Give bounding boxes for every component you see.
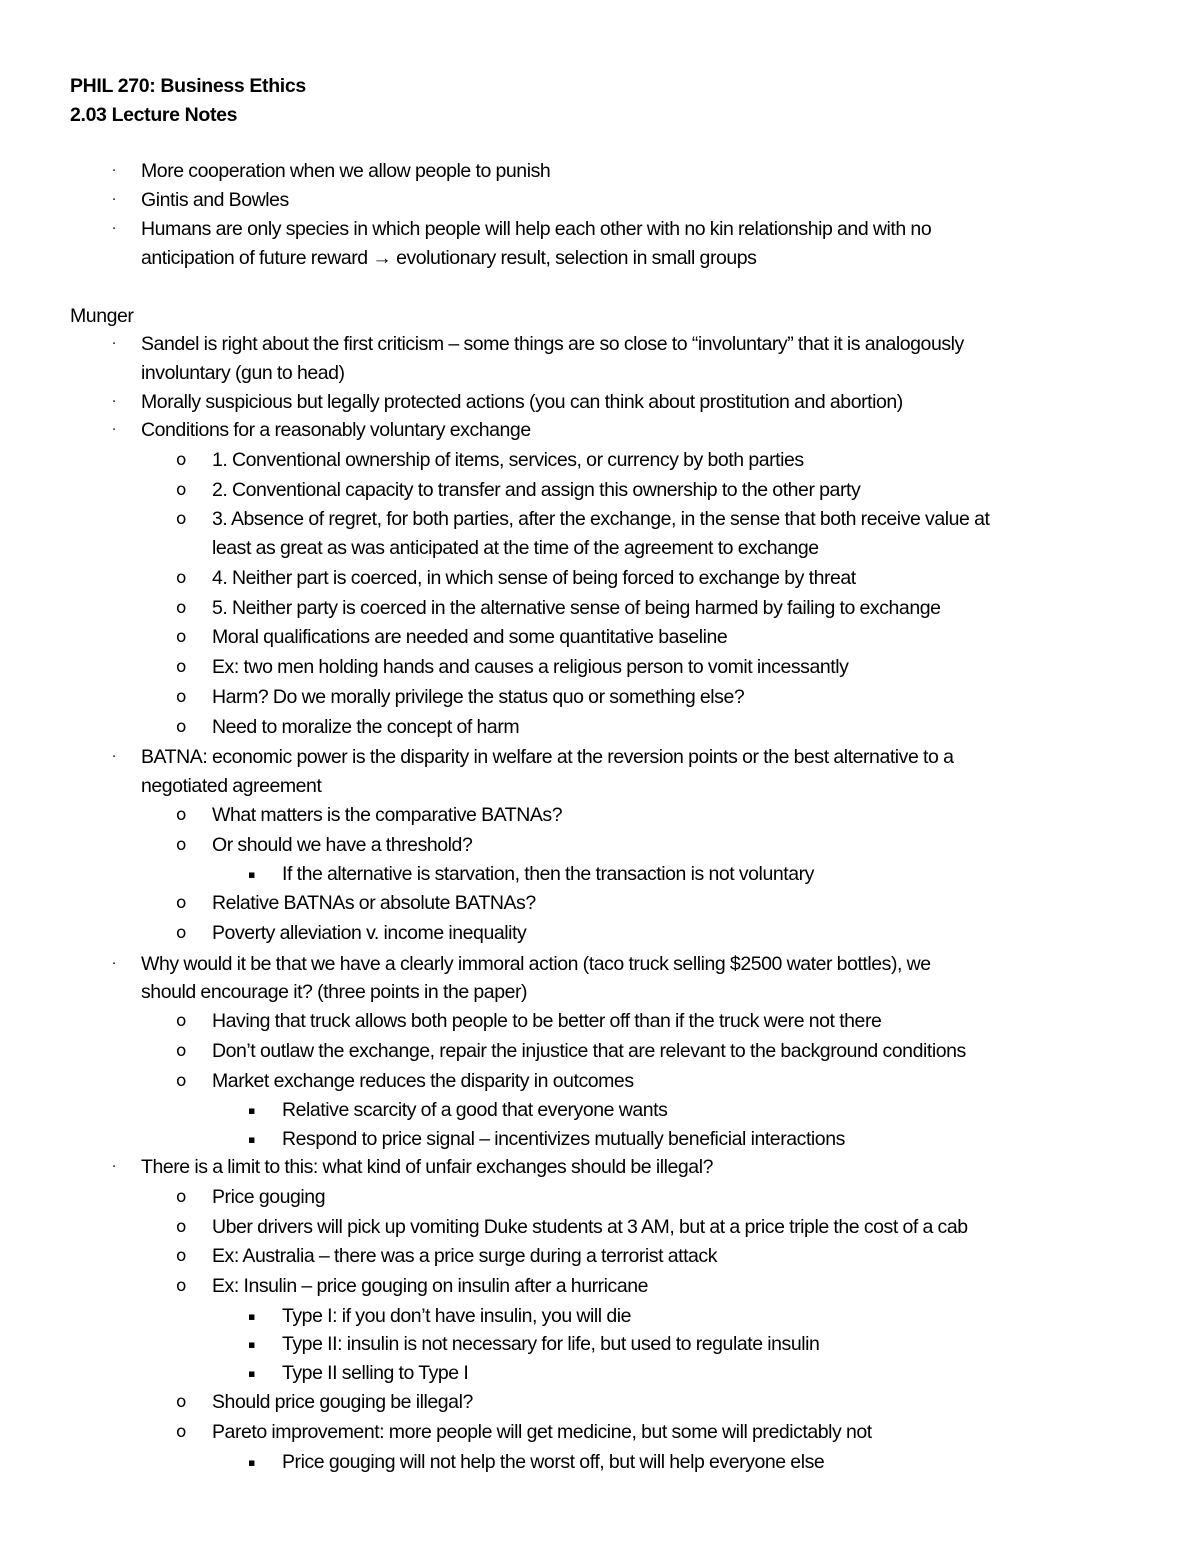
sub-bullet-item: 5. Neither party is coerced in the alternative sense of being harmed by failing to exchange [212, 597, 941, 619]
sub-bullet-marker: o [176, 1071, 186, 1091]
sub-sub-bullet-item: Type I: if you don’t have insulin, you will die [282, 1305, 632, 1327]
sub-bullet-marker: o [176, 1276, 186, 1296]
sub-sub-bullet-item: Relative scarcity of a good that everyone wants [282, 1099, 668, 1121]
sub-sub-bullet-item: Type II: insulin is not necessary for life, but used to regulate insulin [282, 1333, 820, 1355]
sub-bullet-item: Uber drivers will pick up vomiting Duke students at 3 AM, but at a price triple the cost of a cab [212, 1216, 968, 1238]
bullet-item: Morally suspicious but legally protected actions (you can think about prostitution and abortion) [141, 391, 903, 413]
bullet-item-continuation: negotiated agreement [141, 775, 322, 797]
sub-bullet-item: Pareto improvement: more people will get medicine, but some will predictably not [212, 1421, 872, 1443]
sub-bullet-item: 3. Absence of regret, for both parties, after the exchange, in the sense that both receive value at [212, 508, 990, 530]
sub-sub-bullet-marker: ▪ [248, 1456, 256, 1469]
sub-bullet-item-continuation: least as great as was anticipated at the time of the agreement to exchange [212, 537, 819, 559]
sub-bullet-marker: o [176, 687, 186, 707]
sub-bullet-marker: o [176, 805, 186, 825]
course-title: PHIL 270: Business Ethics [70, 75, 306, 97]
sub-bullet-marker: o [176, 893, 186, 913]
sub-bullet-item: Market exchange reduces the disparity in outcomes [212, 1070, 634, 1092]
bullet-item: Sandel is right about the first criticism – some things are so close to “involuntary” that it is analogously [141, 333, 964, 355]
sub-bullet-marker: o [176, 1041, 186, 1061]
sub-bullet-marker: o [176, 835, 186, 855]
sub-bullet-item: Having that truck allows both people to be better off than if the truck were not there [212, 1010, 882, 1032]
sub-sub-bullet-item: Type II selling to Type I [282, 1362, 469, 1384]
sub-bullet-marker: o [176, 1422, 186, 1442]
sub-bullet-item: Need to moralize the concept of harm [212, 716, 520, 738]
sub-bullet-marker: o [176, 1187, 186, 1207]
sub-bullet-item: Don’t outlaw the exchange, repair the injustice that are relevant to the background conditions [212, 1040, 966, 1062]
sub-sub-bullet-marker: ▪ [248, 1367, 256, 1380]
sub-bullet-marker: o [176, 1011, 186, 1031]
sub-bullet-item: Poverty alleviation v. income inequality [212, 922, 527, 944]
sub-sub-bullet-item: If the alternative is starvation, then the transaction is not voluntary [282, 863, 814, 885]
sub-bullet-item: Ex: two men holding hands and causes a religious person to vomit incessantly [212, 656, 849, 678]
sub-sub-bullet-marker: ▪ [248, 1133, 256, 1146]
sub-bullet-item: Harm? Do we morally privilege the status quo or something else? [212, 686, 745, 708]
bullet-marker: · [112, 337, 116, 352]
bullet-item: There is a limit to this: what kind of unfair exchanges should be illegal? [141, 1156, 713, 1178]
sub-bullet-item: 2. Conventional capacity to transfer and assign this ownership to the other party [212, 479, 861, 501]
bullet-marker: · [112, 395, 116, 410]
bullet-item-continuation: anticipation of future reward → evolutionary result, selection in small groups [141, 247, 757, 269]
sub-sub-bullet-item: Price gouging will not help the worst off, but will help everyone else [282, 1451, 825, 1473]
sub-bullet-marker: o [176, 509, 186, 529]
bullet-marker: · [112, 750, 116, 765]
bullet-item-continuation: involuntary (gun to head) [141, 362, 345, 384]
sub-bullet-marker: o [176, 657, 186, 677]
sub-bullet-marker: o [176, 480, 186, 500]
bullet-marker: · [112, 423, 116, 438]
sub-bullet-item: Ex: Insulin – price gouging on insulin after a hurricane [212, 1275, 649, 1297]
bullet-item: Gintis and Bowles [141, 189, 289, 211]
sub-bullet-item: 1. Conventional ownership of items, services, or currency by both parties [212, 449, 804, 471]
bullet-item: Conditions for a reasonably voluntary exchange [141, 419, 531, 441]
sub-bullet-item: Or should we have a threshold? [212, 834, 473, 856]
bullet-item: Why would it be that we have a clearly immoral action (taco truck selling $2500 water bottles), we [141, 953, 931, 975]
sub-bullet-marker: o [176, 1217, 186, 1237]
section-title: Munger [70, 305, 134, 327]
sub-bullet-marker: o [176, 1246, 186, 1266]
sub-bullet-item: 4. Neither part is coerced, in which sense of being forced to exchange by threat [212, 567, 856, 589]
bullet-item: More cooperation when we allow people to punish [141, 160, 551, 182]
notes-title: 2.03 Lecture Notes [70, 104, 238, 127]
bullet-marker: · [112, 164, 116, 179]
sub-bullet-item: Should price gouging be illegal? [212, 1391, 473, 1413]
bullet-marker: · [112, 193, 116, 208]
sub-bullet-marker: o [176, 627, 186, 647]
sub-sub-bullet-marker: ▪ [248, 1338, 256, 1351]
bullet-marker: · [112, 1160, 116, 1175]
sub-bullet-marker: o [176, 598, 186, 618]
bullet-marker: · [112, 222, 116, 237]
sub-bullet-item: What matters is the comparative BATNAs? [212, 804, 563, 826]
sub-bullet-item: Ex: Australia – there was a price surge during a terrorist attack [212, 1245, 718, 1267]
sub-bullet-marker: o [176, 717, 186, 737]
sub-bullet-marker: o [176, 568, 186, 588]
sub-sub-bullet-marker: ▪ [248, 1104, 256, 1117]
bullet-marker: · [112, 957, 116, 972]
sub-bullet-item: Relative BATNAs or absolute BATNAs? [212, 892, 536, 914]
sub-bullet-item: Moral qualifications are needed and some quantitative baseline [212, 626, 728, 648]
sub-sub-bullet-marker: ▪ [248, 1310, 256, 1323]
document-header [70, 72, 306, 131]
sub-bullet-marker: o [176, 450, 186, 470]
bullet-item-continuation: should encourage it? (three points in the paper) [141, 981, 528, 1003]
sub-sub-bullet-item: Respond to price signal – incentivizes mutually beneficial interactions [282, 1128, 845, 1150]
sub-sub-bullet-marker: ▪ [248, 868, 256, 881]
bullet-item: Humans are only species in which people will help each other with no kin relationship and with no [141, 218, 932, 240]
sub-bullet-item: Price gouging [212, 1186, 326, 1208]
bullet-item: BATNA: economic power is the disparity in welfare at the reversion points or the best alternative to a [141, 746, 954, 768]
sub-bullet-marker: o [176, 923, 186, 943]
sub-bullet-marker: o [176, 1392, 186, 1412]
